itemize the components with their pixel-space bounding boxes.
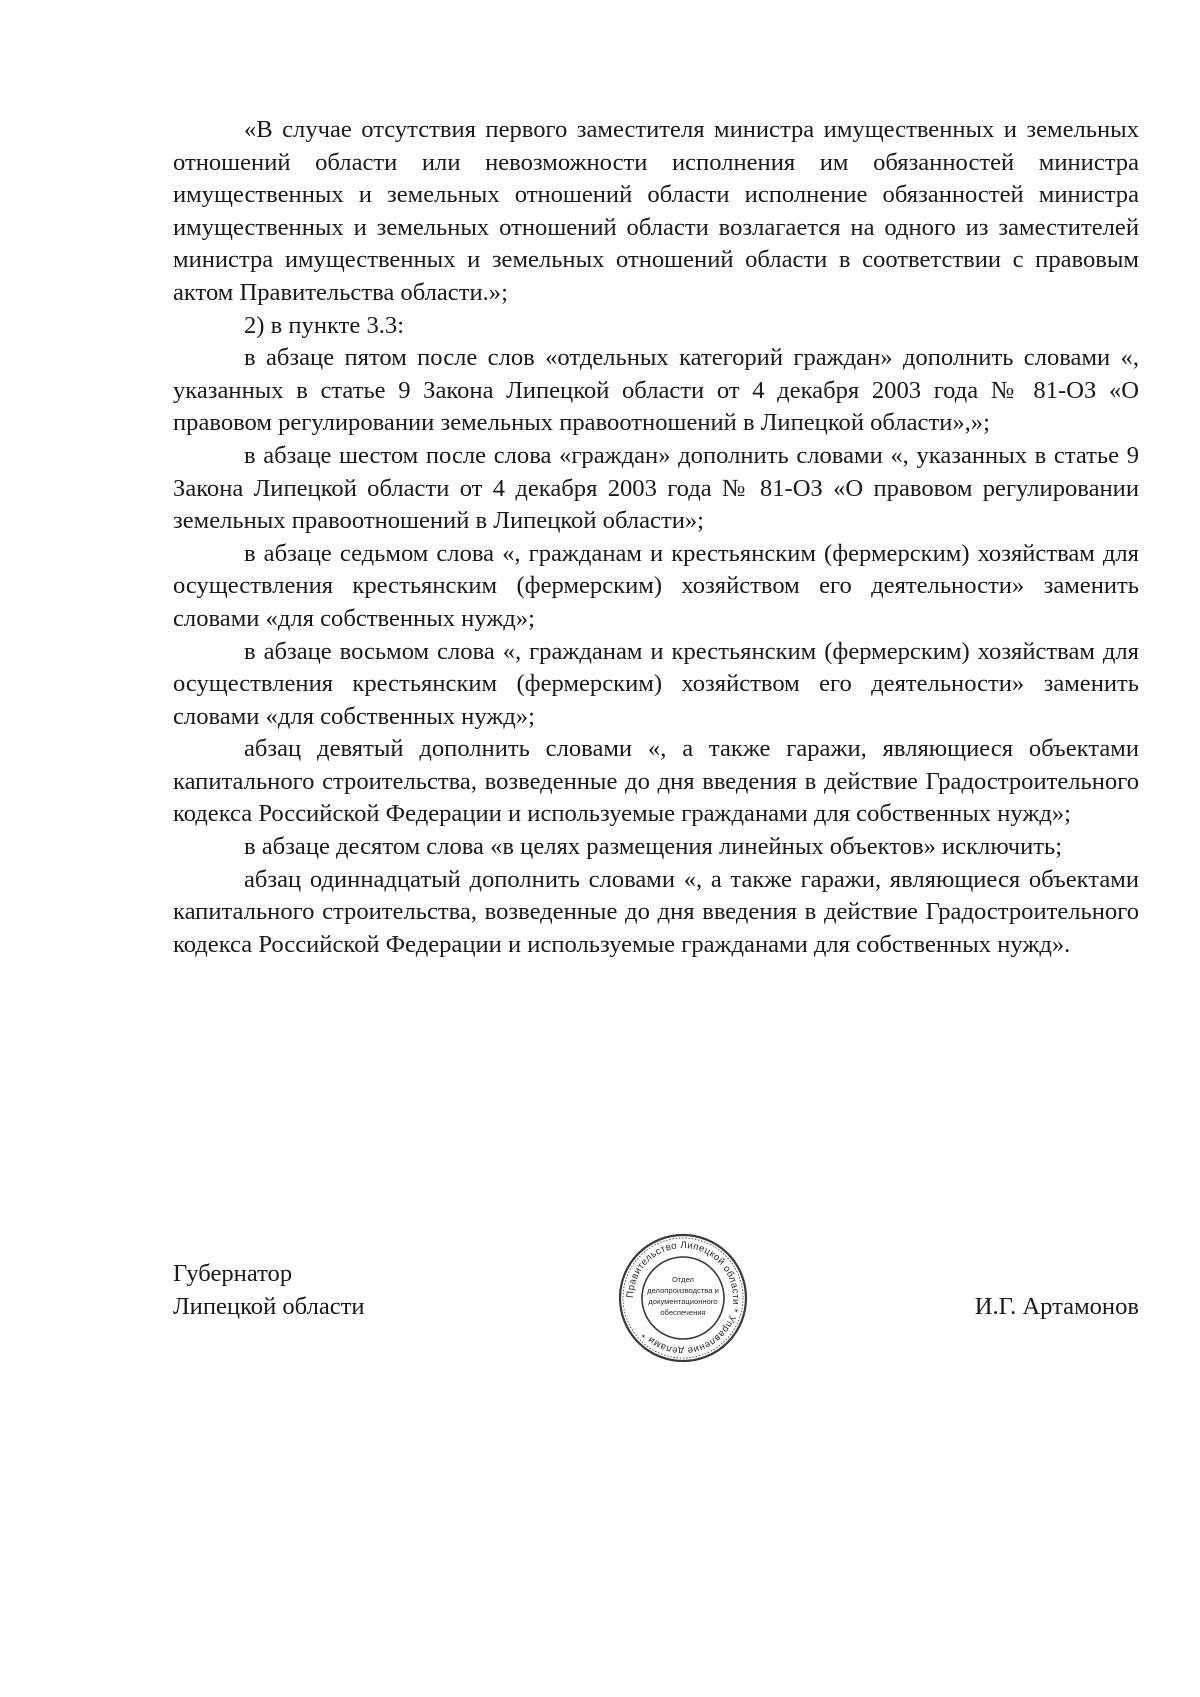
- paragraph-abzac-10: в абзаце десятом слова «в целях размещения линейных объектов» исключить;: [244, 833, 1063, 861]
- paragraph-abzac-7: в абзаце седьмом слова «, гражданам и крестьянским (фермерским) хозяйствам для осуществления крестьянским (фермерским) хозяйством его деятельности» заменить словами «для собственных нужд»;: [173, 539, 1139, 632]
- stamp-ring-text: Правительство Липецкой области * Управление делами *: [624, 1239, 742, 1357]
- paragraph-abzac-6: в абзаце шестом после слова «граждан» дополнить словами «, указанных в статье 9 Закона Липецкой области от 4 декабря 2003 года № 81-ОЗ «О правовом регулировании земельных правоотношений в Липецкой области»;: [173, 441, 1139, 535]
- signature-position: [173, 1258, 365, 1323]
- paragraph-deputy-clause: «В случае отсутствия первого заместителя министра имущественных и земельных отношений области или невозможности исполнения им обязанностей министра имущественных и земельных отношений области исполнение обязанностей министра имущественных и земельных отношений области возлагается на одного из заместителей министра имущественных и земельных отношений области в соответствии с правовым актом Правительства области.»;: [173, 116, 1139, 306]
- stamp-center-line-2: делопроизводства и: [647, 1286, 719, 1295]
- paragraph-item-2-header: 2) в пункте 3.3:: [244, 311, 405, 339]
- paragraph-abzac-5: в абзаце пятом после слов «отдельных категорий граждан» дополнить словами «, указанных в статье 9 Закона Липецкой области от 4 декабря 2003 года № 81-ОЗ «О правовом регулировании земельных правоотношений в Липецкой области»,»;: [173, 344, 1139, 437]
- stamp-center-line-1: Отдел: [672, 1275, 694, 1284]
- signature-position-line2: Липецкой области: [173, 1292, 365, 1320]
- stamp-seal-icon: [617, 1232, 749, 1364]
- signer-name: И.Г. Артамонов: [974, 1293, 1139, 1320]
- paragraph-abzac-11: абзац одиннадцатый дополнить словами «, а также гаражи, являющиеся объектами капитального строительства, возведенные до дня введения в действие Градостроительного кодекса Российской Федерации и используемые гражданами для собственных нужд».: [173, 865, 1139, 958]
- stamp-center-line-3: документационного: [648, 1297, 718, 1306]
- paragraph-abzac-9: абзац девятый дополнить словами «, а также гаражи, являющиеся объектами капитального строительства, возведенные до дня введения в действие Градостроительного кодекса Российской Федерации и используемые гражданами для собственных нужд»;: [173, 735, 1139, 828]
- official-stamp: [617, 1232, 749, 1364]
- signature-position-line1: Губернатор: [173, 1260, 293, 1287]
- document-body: [173, 114, 1139, 961]
- stamp-center-line-4: обеспечения: [660, 1308, 706, 1317]
- paragraph-abzac-8: в абзаце восьмом слова «, гражданам и крестьянским (фермерским) хозяйствам для осуществления крестьянским (фермерским) хозяйством его деятельности» заменить словами «для собственных нужд»;: [173, 637, 1139, 730]
